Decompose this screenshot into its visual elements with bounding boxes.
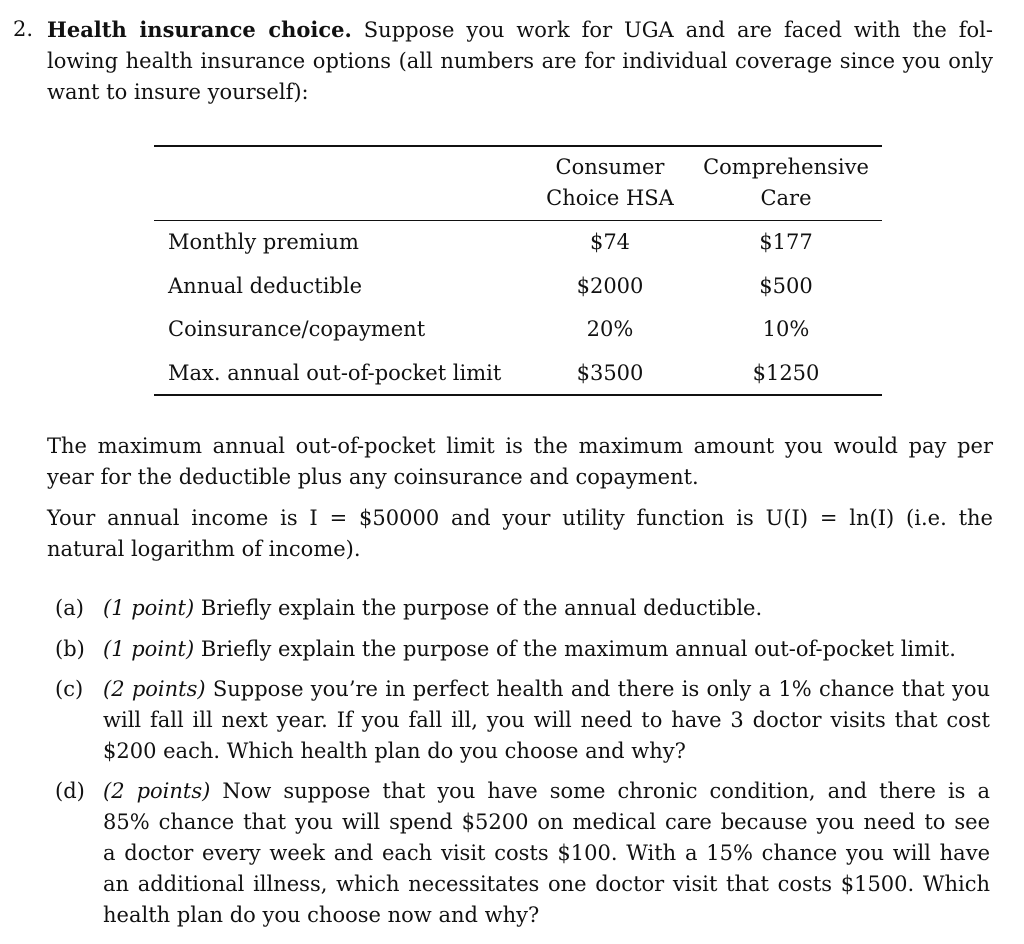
question-d-line: an additional illness, which necessitates one doctor visit that costs $1500. Which: [103, 872, 990, 896]
cell-comp-coinsurance: 10%: [762, 317, 810, 341]
question-b: [103, 634, 990, 665]
question-c-label: (c): [55, 677, 84, 701]
paragraph-line: Your annual income is I = $50000 and your utility function is U(I) = ln(I) (i.e. the: [47, 506, 993, 530]
question-c: [103, 674, 990, 767]
question-d-points: (2 points): [103, 779, 211, 803]
table-header-rule: [154, 220, 882, 221]
row-label-coinsurance: Coinsurance/copayment: [168, 317, 426, 341]
intro-line-1-text: Suppose you work for UGA and are faced with the fol-: [363, 18, 993, 42]
cell-comp-monthly-premium: $177: [759, 230, 813, 254]
question-c-line: will fall ill next year. If you fall ill, you will need to have 3 doctor visits that cost: [103, 708, 990, 732]
question-d-line: a doctor every week and each visit costs $100. With a 15% chance you will have: [103, 841, 990, 865]
question-b-label: (b): [55, 637, 85, 661]
paragraph-line: The maximum annual out-of-pocket limit is the maximum amount you would pay per: [47, 434, 993, 458]
cell-hsa-max-oop: $3500: [576, 361, 644, 385]
intro-line: want to insure yourself):: [47, 80, 309, 104]
problem-number: 2.: [13, 17, 34, 41]
header-consumer-line-2: Choice HSA: [546, 186, 674, 210]
question-a: [103, 593, 990, 624]
question-d-line: health plan do you choose now and why?: [103, 903, 540, 927]
cell-hsa-monthly-premium: $74: [589, 230, 631, 254]
question-d-line: 85% chance that you will spend $5200 on medical care because you need to see: [103, 810, 990, 834]
cell-hsa-coinsurance: 20%: [586, 317, 634, 341]
table-top-rule: [154, 145, 882, 147]
header-comprehensive-line-1: Comprehensive: [703, 155, 869, 179]
question-b-text: Briefly explain the purpose of the maximum annual out-of-pocket limit.: [200, 637, 956, 661]
table-bottom-rule: [154, 394, 882, 396]
paragraph-line: natural logarithm of income).: [47, 537, 361, 561]
question-c-text: Suppose you’re in perfect health and there is only a 1% chance that you: [212, 677, 990, 701]
cell-comp-annual-deductible: $500: [759, 274, 813, 298]
intro-line: [47, 14, 993, 46]
question-c-points: (2 points): [103, 677, 206, 701]
income-utility-paragraph: [47, 503, 993, 565]
header-consumer-line-1: Consumer: [555, 155, 665, 179]
paragraph-line: year for the deductible plus any coinsurance and copayment.: [47, 465, 699, 489]
question-d-label: (d): [55, 779, 85, 803]
question-a-points: (1 point): [103, 596, 195, 620]
question-b-points: (1 point): [103, 637, 195, 661]
question-a-text: Briefly explain the purpose of the annual deductible.: [200, 596, 763, 620]
cell-hsa-annual-deductible: $2000: [576, 274, 644, 298]
question-d-text: Now suppose that you have some chronic condition, and there is a: [222, 779, 990, 803]
question-d: [103, 776, 990, 931]
cell-comp-max-oop: $1250: [752, 361, 820, 385]
row-label-monthly-premium: Monthly premium: [168, 230, 359, 254]
oop-definition-paragraph: [47, 431, 993, 493]
row-label-max-oop: Max. annual out-of-pocket limit: [168, 361, 502, 385]
problem-title: Health insurance choice.: [47, 17, 352, 42]
header-comprehensive-line-2: Care: [760, 186, 812, 210]
question-c-line: $200 each. Which health plan do you choose and why?: [103, 739, 686, 763]
intro-line: lowing health insurance options (all numbers are for individual coverage since you only: [47, 49, 993, 73]
problem-intro: [47, 14, 993, 108]
question-a-label: (a): [55, 596, 84, 620]
row-label-annual-deductible: Annual deductible: [168, 274, 362, 298]
